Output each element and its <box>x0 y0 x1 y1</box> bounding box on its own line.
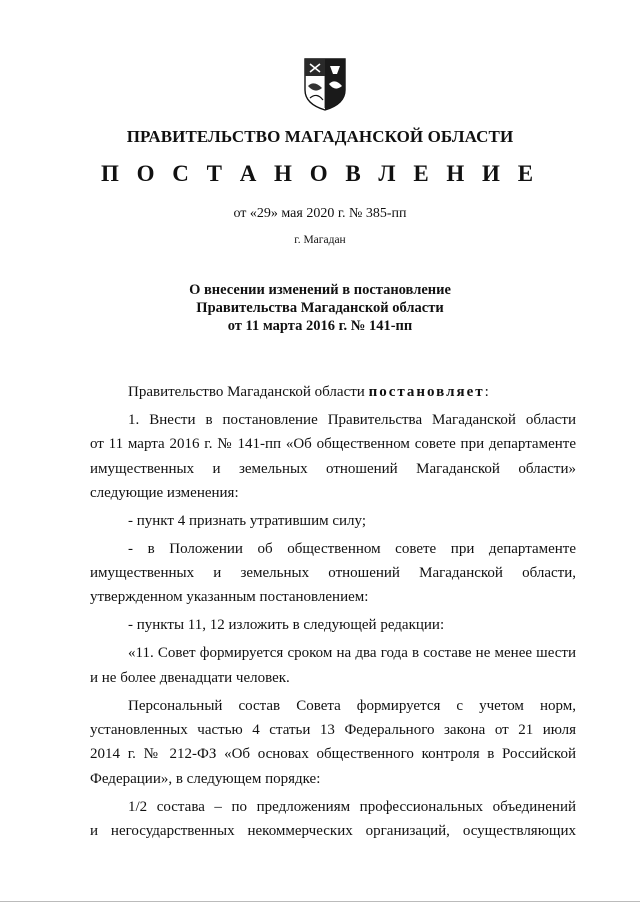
paragraph-item-1 <box>90 408 576 505</box>
item-1-line-3: имущественных и земельных отношений Магаданской области» <box>90 460 576 477</box>
paragraph-points-11-12: - пункты 11, 12 изложить в следующей редакции: <box>128 617 445 634</box>
document-type-title: П О С Т А Н О В Л Е Н И Е <box>100 161 540 186</box>
paragraph-clause-11 <box>90 641 576 690</box>
composition-line-3: 2014 г. № 212-ФЗ «Об основах общественного контроля в Российской <box>90 746 576 763</box>
composition-line-1: Персональный состав Совета формируется с учетом норм, <box>128 697 576 714</box>
paragraph-point-4: - пункт 4 признать утратившим силу; <box>128 512 367 529</box>
item-1-line-2: от 11 марта 2016 г. № 141-пп «Об общественном совете при департаменте <box>90 436 576 453</box>
paragraph-composition <box>90 694 576 791</box>
page-bottom-edge <box>0 901 640 902</box>
subject-line-1: О внесении изменений в постановление <box>189 282 451 298</box>
document-subject <box>0 281 640 335</box>
clause-11-line-2: и не более двенадцати человек. <box>90 669 290 686</box>
subject-line-3: от 11 марта 2016 г. № 141-пп <box>227 318 413 334</box>
organization-title: ПРАВИТЕЛЬСТВО МАГАДАНСКОЙ ОБЛАСТИ <box>126 127 514 146</box>
paragraph-regulation <box>90 537 576 610</box>
regulation-line-2: имущественных и земельных отношений Магаданской области, <box>90 565 576 582</box>
regulation-line-1: - в Положении об общественном совете при департаменте <box>128 540 576 557</box>
document-body <box>90 380 576 847</box>
document-city: г. Магадан <box>294 234 346 246</box>
clause-11-line-1: «11. Совет формируется сроком на два года в составе не менее шести <box>128 645 576 662</box>
composition-line-2: установленных частью 4 статьи 13 Федерального закона от 21 июля <box>90 721 576 738</box>
half-composition-line-2: и негосударственных некоммерческих организаций, осуществляющих <box>90 822 576 839</box>
resolves-keyword: постановляет <box>368 384 485 400</box>
resolves-lead: Правительство Магаданской области <box>128 384 369 400</box>
regulation-line-3: утвержденном указанным постановлением: <box>90 589 369 606</box>
half-composition-line-1: 1/2 состава – по предложениям профессиональных объединений <box>128 798 576 815</box>
paragraph-resolves <box>90 380 576 404</box>
item-1-line-4: следующие изменения: <box>90 484 239 501</box>
paragraph-half-composition <box>90 795 576 844</box>
coat-of-arms-icon <box>302 56 348 112</box>
document-date-number: от «29» мая 2020 г. № 385-пп <box>233 206 407 221</box>
subject-line-2: Правительства Магаданской области <box>196 300 444 316</box>
composition-line-4: Федерации», в следующем порядке: <box>90 770 321 787</box>
resolves-tail: : <box>484 384 489 400</box>
item-1-line-1: 1. Внести в постановление Правительства Магаданской области <box>128 411 576 428</box>
